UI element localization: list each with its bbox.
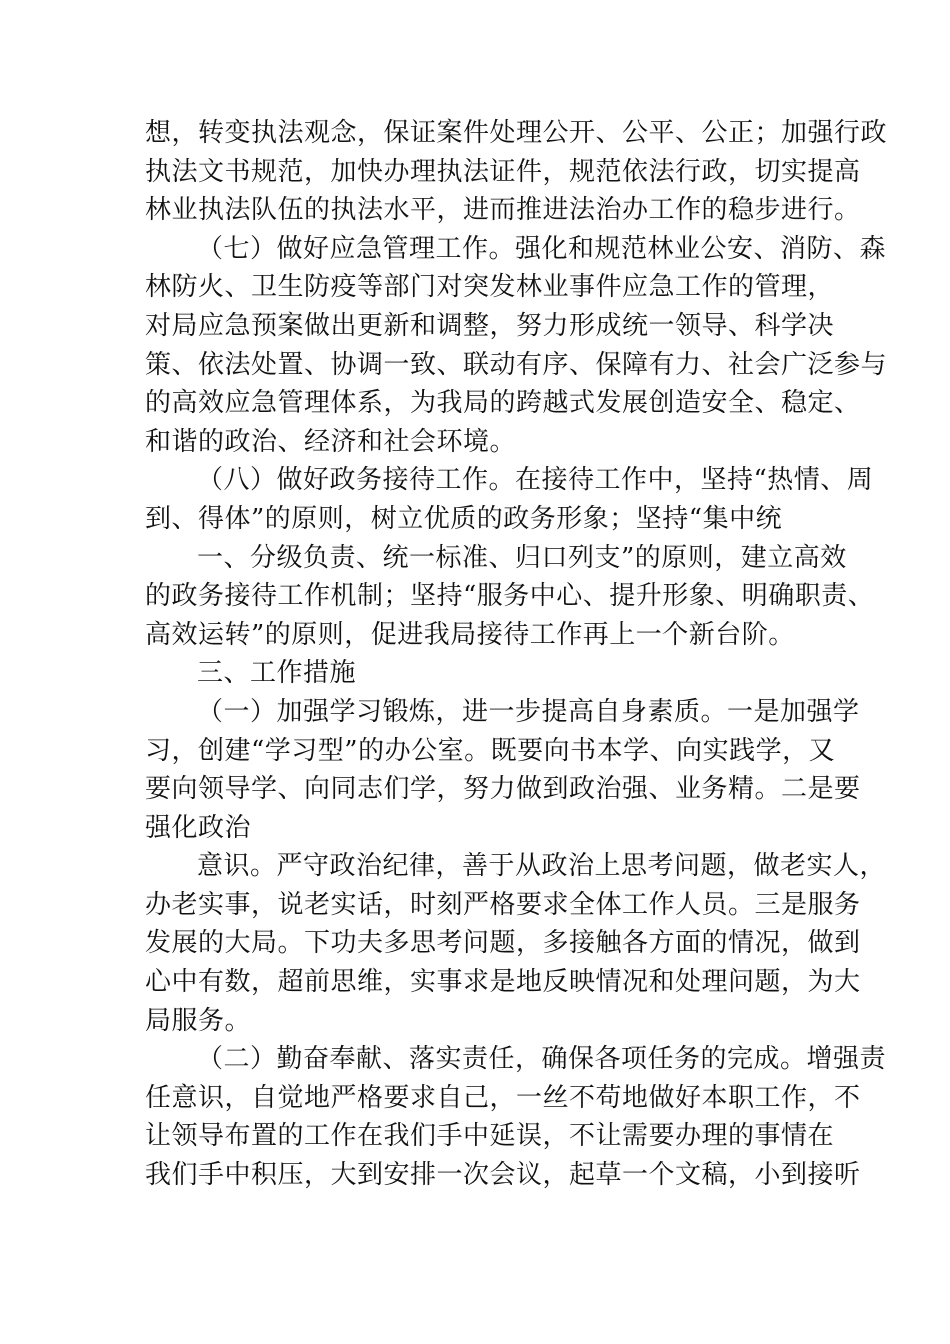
document-body <box>145 114 888 1195</box>
text-line: 心中有数，超前思维，实事求是地反映情况和处理问题，为大 <box>145 967 861 998</box>
text-line: 习，创建“学习型”的办公室。既要向书本学、向实践学，又 <box>145 735 836 766</box>
text-line: （二）勤奋奉献、落实责任，确保各项任务的完成。增强责 <box>197 1044 887 1075</box>
text-line: 要向领导学、向同志们学，努力做到政治强、业务精。二是要 <box>145 774 861 805</box>
text-line: 意识。严守政治纪律，善于从政治上思考问题，做老实人， <box>197 851 887 882</box>
text-line: 执法文书规范，加快办理执法证件，规范依法行政，切实提高 <box>145 156 861 187</box>
text-line: 让领导布置的工作在我们手中延误，不让需要办理的事情在 <box>145 1121 835 1152</box>
text-line: （一）加强学习锻炼，进一步提高自身素质。一是加强学 <box>197 696 860 727</box>
text-line: 林防火、卫生防疫等部门对突发林业事件应急工作的管理， <box>145 272 835 303</box>
text-line: （八）做好政务接待工作。在接待工作中，坚持“热情、周 <box>197 465 874 496</box>
text-line: 我们手中积压，大到安排一次会议，起草一个文稿，小到接听 <box>145 1160 861 1191</box>
section-heading: 三、工作措施 <box>197 658 357 689</box>
text-line: （七）做好应急管理工作。强化和规范林业公安、消防、森 <box>197 233 887 264</box>
text-line: 高效运转”的原则，促进我局接待工作再上一个新台阶。 <box>145 619 795 650</box>
text-line: 策、依法处置、协调一致、联动有序、保障有力、社会广泛参与 <box>145 349 888 380</box>
text-line: 强化政治 <box>145 812 252 843</box>
text-line: 办老实事，说老实话，时刻严格要求全体工作人员。三是服务 <box>145 889 861 920</box>
text-line: 一、分级负责、统一标准、归口列支”的原则，建立高效 <box>197 542 847 573</box>
text-line: 的政务接待工作机制；坚持“服务中心、提升形象、明确职责、 <box>145 581 875 612</box>
text-line: 和谐的政治、经济和社会环境。 <box>145 426 517 457</box>
text-line: 的高效应急管理体系，为我局的跨越式发展创造安全、稳定、 <box>145 388 861 419</box>
text-line: 对局应急预案做出更新和调整，努力形成统一领导、科学决 <box>145 310 835 341</box>
text-line: 任意识，自觉地严格要求自己，一丝不苟地做好本职工作，不 <box>145 1082 861 1113</box>
text-line: 林业执法队伍的执法水平，进而推进法治办工作的稳步进行。 <box>145 195 861 226</box>
text-line: 发展的大局。下功夫多思考问题，多接触各方面的情况，做到 <box>145 928 861 959</box>
text-line: 局服务。 <box>145 1005 252 1036</box>
text-line: 想，转变执法观念，保证案件处理公开、公平、公正；加强行政 <box>145 118 888 148</box>
text-line: 到、得体”的原则，树立优质的政务形象；坚持“集中统 <box>145 503 783 534</box>
